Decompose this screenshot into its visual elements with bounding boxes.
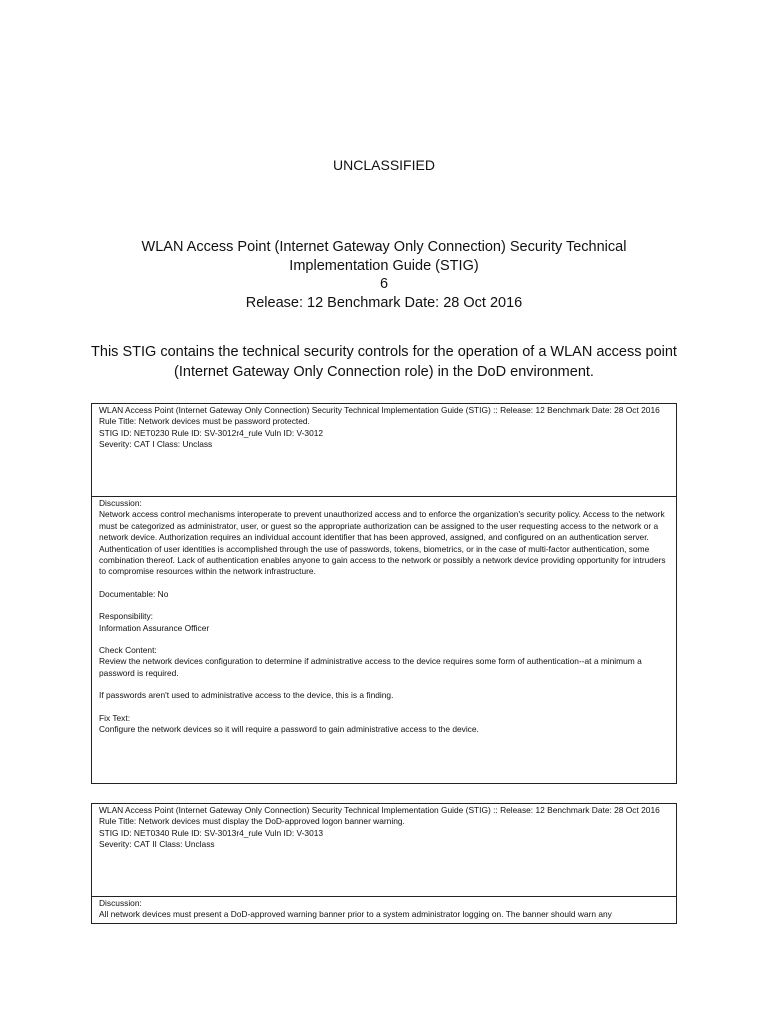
release-line: Release: 12 Benchmark Date: 28 Oct 2016: [245, 294, 523, 311]
check-content-label: Check Content:: [99, 645, 157, 656]
rule-header: [92, 404, 676, 451]
responsibility-value: Information Assurance Officer: [99, 622, 210, 633]
fix-text: Configure the network devices so it will require a password to gain administrative access to the device.: [99, 724, 479, 735]
rule-box-v3012: [91, 403, 677, 784]
rule-box-v3013: [91, 803, 677, 924]
rule-benchmark: WLAN Access Point (Internet Gateway Only Connection) Security Technical Implementation Guide (STIG) :: Release: 12 Benchmark Date: 28 Oct 2016: [99, 805, 660, 815]
document-version: 6: [379, 276, 389, 293]
document-title-line2: Implementation Guide (STIG): [289, 257, 479, 274]
rule-benchmark: WLAN Access Point (Internet Gateway Only Connection) Security Technical Implementation Guide (STIG) :: Release: 12 Benchmark Date: 28 Oct 2016: [99, 405, 660, 415]
rule-title: Rule Title: Network devices must be password protected.: [99, 416, 310, 427]
document-title-block: [84, 238, 684, 312]
rule-severity: Severity: CAT II Class: Unclass: [99, 839, 215, 850]
documentable: Documentable: No: [99, 588, 169, 599]
check-content-text: Review the network devices configuration to determine if administrative access to the device requires some form of authentication--at a minimum a password is required.: [99, 656, 642, 678]
finding-text: If passwords aren't used to administrative access to the device, this is a finding.: [99, 690, 394, 701]
fix-text-label: Fix Text:: [99, 712, 131, 723]
header-divider: [92, 496, 676, 497]
header-divider: [92, 896, 676, 897]
classification-marking: UNCLASSIFIED: [333, 157, 435, 173]
responsibility-label: Responsibility:: [99, 611, 153, 622]
rule-title: Rule Title: Network devices must display the DoD-approved logon banner warning.: [99, 816, 405, 827]
discussion-text: All network devices must present a DoD-approved warning banner prior to a system administrator logging on. The banner should warn any: [99, 909, 612, 920]
rule-ids: STIG ID: NET0230 Rule ID: SV-3012r4_rule Vuln ID: V-3012: [99, 427, 324, 438]
discussion-label: Discussion:: [99, 898, 142, 908]
rule-ids: STIG ID: NET0340 Rule ID: SV-3013r4_rule Vuln ID: V-3013: [99, 827, 324, 838]
document-description: This STIG contains the technical security controls for the operation of a WLAN access point (Internet Gateway Only Connection role) in the DoD environment.: [91, 344, 677, 380]
document-title-line1: WLAN Access Point (Internet Gateway Only Connection) Security Technical: [141, 239, 627, 255]
discussion-text: Network access control mechanisms interoperate to prevent unauthorized access and to enforce the organization's security policy. Access to the network must be categorized as administrator, user, or guest so the appropriate authorization can be assigned to the user requesting access to the network or a network device. Authorization requires an individual account identifier that has been approved, assigned, and configured on an authentication server. Authentication of user identities is accomplished through the use of passwords, tokens, biometrics, or in the case of multi-factor authentication, some combination thereof. Lack of authentication enables anyone to gain access to the network or possibly a network device providing opportunity for intruders to compromise resources within the network infrastructure.: [99, 509, 666, 577]
rule-severity: Severity: CAT I Class: Unclass: [99, 439, 213, 450]
rule-body: [99, 898, 669, 921]
rule-header: [92, 804, 676, 851]
discussion-label: Discussion:: [99, 498, 142, 508]
rule-body: [99, 498, 669, 736]
